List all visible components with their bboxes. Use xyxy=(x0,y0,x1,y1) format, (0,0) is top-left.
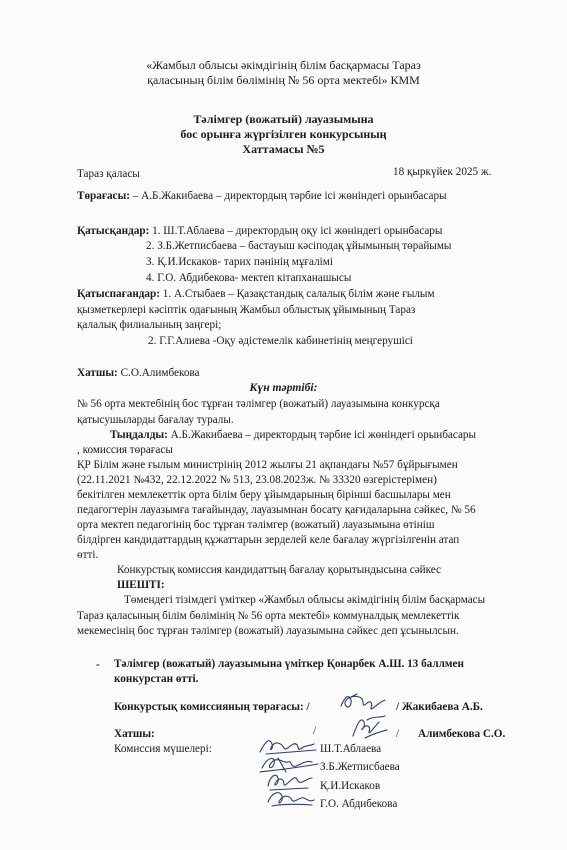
secretary-slash-right: / xyxy=(396,728,400,740)
heard-body-3: бекітілген мемлекеттік орта білім беру ұйымдарының бірінші басшылары мен xyxy=(77,489,451,501)
participant-1: 1. Ш.Т.Аблаева – директордың оқу ісі жөніндегі орынбасары xyxy=(149,225,443,237)
chair-text: – А.Б.Жакибаева – директордың тәрбие ісі жөніндегі орынбасары xyxy=(129,190,447,202)
member-1: Ш.Т.Аблаева xyxy=(320,743,382,755)
participants-label: Қатысқандар: xyxy=(77,225,150,237)
secretary-label: Хатшы: xyxy=(77,367,118,379)
winner-line2: конкурстан өтті. xyxy=(114,673,199,685)
heard-line2: , комиссия төрағасы xyxy=(77,444,173,456)
secretary-signature-label: Хатшы: xyxy=(114,728,155,740)
absent-line3: қалалық филиалының заңгері; xyxy=(77,319,222,331)
date: 18 қыркүйек 2025 ж. xyxy=(393,166,492,178)
agenda-line1: № 56 орта мектебінің бос тұрған тәлімгер (вожатый) лауазымына конкурсқа xyxy=(77,398,440,410)
participants-line xyxy=(77,224,442,239)
winner-dash: - xyxy=(96,659,100,671)
absent-label: Қатыспағандар: xyxy=(77,288,160,300)
org-name-line2: қаласының білім бөлімінің № 56 орта мектебі» КММ xyxy=(147,73,420,87)
secretary-name: С.О.Алимбекова xyxy=(117,367,200,379)
heard-text: А.Б.Жакибаева – директордың тәрбие ісі жөніндегі орынбасары xyxy=(167,429,477,441)
decision-line3: мекемесінің бос тұрған тәлімгер (вожатый) лауазымына сәйкес деп ұсынылсын. xyxy=(77,625,459,637)
member-4-signature-scribble xyxy=(262,788,318,810)
heard-body-1: ҚР Білім және ғылым министрінің 2012 жылғы 21 ақпандағы №57 бұйрығымен xyxy=(77,459,458,471)
heard-line xyxy=(110,428,476,443)
participant-4: 4. Г.О. Абдибекова- мектеп кітапханашысы xyxy=(146,272,352,284)
title-line1: Тәлімгер (вожатый) лауазымына xyxy=(193,112,374,126)
members-label: Комиссия мүшелері: xyxy=(114,743,212,755)
chair-signature-label: Конкурстық комиссияның төрағасы: / xyxy=(114,701,310,713)
heard-body-2: (22.11.2021 №432, 22.12.2022 № 513, 23.08.2023ж. № 33320 өзгерістерімен) xyxy=(77,474,437,486)
decision-line1: Төмендегі тізімдегі үміткер «Жамбыл облысы әкімдігінің білім басқармасы xyxy=(124,594,486,606)
member-2: З.Б.Жетписбаева xyxy=(320,761,400,773)
decision-line2: Тараз қаласының білім бөлімінің № 56 орта мектебі» коммуналдық мемлекеттік xyxy=(77,610,460,622)
heard-label: Тыңдалды: xyxy=(110,429,168,441)
chair-label: Төрағасы: xyxy=(77,190,130,202)
absent-line2: қызметкерлері кәсіптік одағының Жамбыл облыстық ұйымының Тараз xyxy=(77,304,416,316)
chair-line xyxy=(77,189,447,204)
org-name-line1: «Жамбыл облысы әкімдігінің білім басқармасы Тараз xyxy=(146,58,421,72)
heard-body-5: орта мектеп педагогінің бос тұрған тәлімгер (вожатый) лауазымына өтініш xyxy=(77,519,435,531)
agenda-title: Күн тәртібі: xyxy=(249,381,318,394)
decision-label: ШЕШТІ: xyxy=(117,579,165,591)
heard-body-6: білдірген кандидаттардың құжаттарын зерделей келе бағалау жүргізілгенін атап xyxy=(77,534,460,546)
title-line2: бос орынға жүргізілген конкурсының xyxy=(180,127,387,141)
chair-signature-name: / Жакибаева А.Б. xyxy=(396,701,483,713)
heard-body-4: педагогтерін лауазымға тағайындау, лауазымнан босату қағидаларына сәйкес, № 56 xyxy=(77,504,476,516)
absent-line4: 2. Г.Г.Алиева -Оқу әдістемелік кабинетінің меңгерушісі xyxy=(148,335,413,347)
place: Тараз қаласы xyxy=(77,168,140,180)
winner-line1: Тәлімгер (вожатый) лауазымына үміткер Қонарбек А.Ш. 13 баллмен xyxy=(114,658,464,670)
participant-3: 3. Қ.И.Искаков- тарих пәнінің мұғалімі xyxy=(146,256,333,268)
secretary-slash-left: / xyxy=(313,725,317,737)
heard-body-7: өтті. xyxy=(77,549,99,561)
absent-line1 xyxy=(77,287,435,302)
secretary-signature-scribble xyxy=(345,712,393,742)
absent-text1: 1. А.Стыбаев – Қазақстандық салалық білім және ғылым xyxy=(159,288,435,300)
member-3: Қ.И.Искаков xyxy=(320,780,381,792)
commission-result: Конкурстық комиссия кандидаттың бағалау қорытындысына сәйкес xyxy=(117,564,442,576)
secretary-line xyxy=(77,366,200,381)
secretary-signature-name: Алимбекова С.О. xyxy=(418,728,506,740)
member-4: Г.О. Абдибекова xyxy=(320,798,398,810)
agenda-line2: қатысушыларды бағалау туралы. xyxy=(77,414,234,426)
title-line3: Хаттамасы №5 xyxy=(242,142,325,156)
participant-2: 2. З.Б.Жетписбаева – бастауыш кәсіподақ ұйымының төрайымы xyxy=(146,240,452,252)
